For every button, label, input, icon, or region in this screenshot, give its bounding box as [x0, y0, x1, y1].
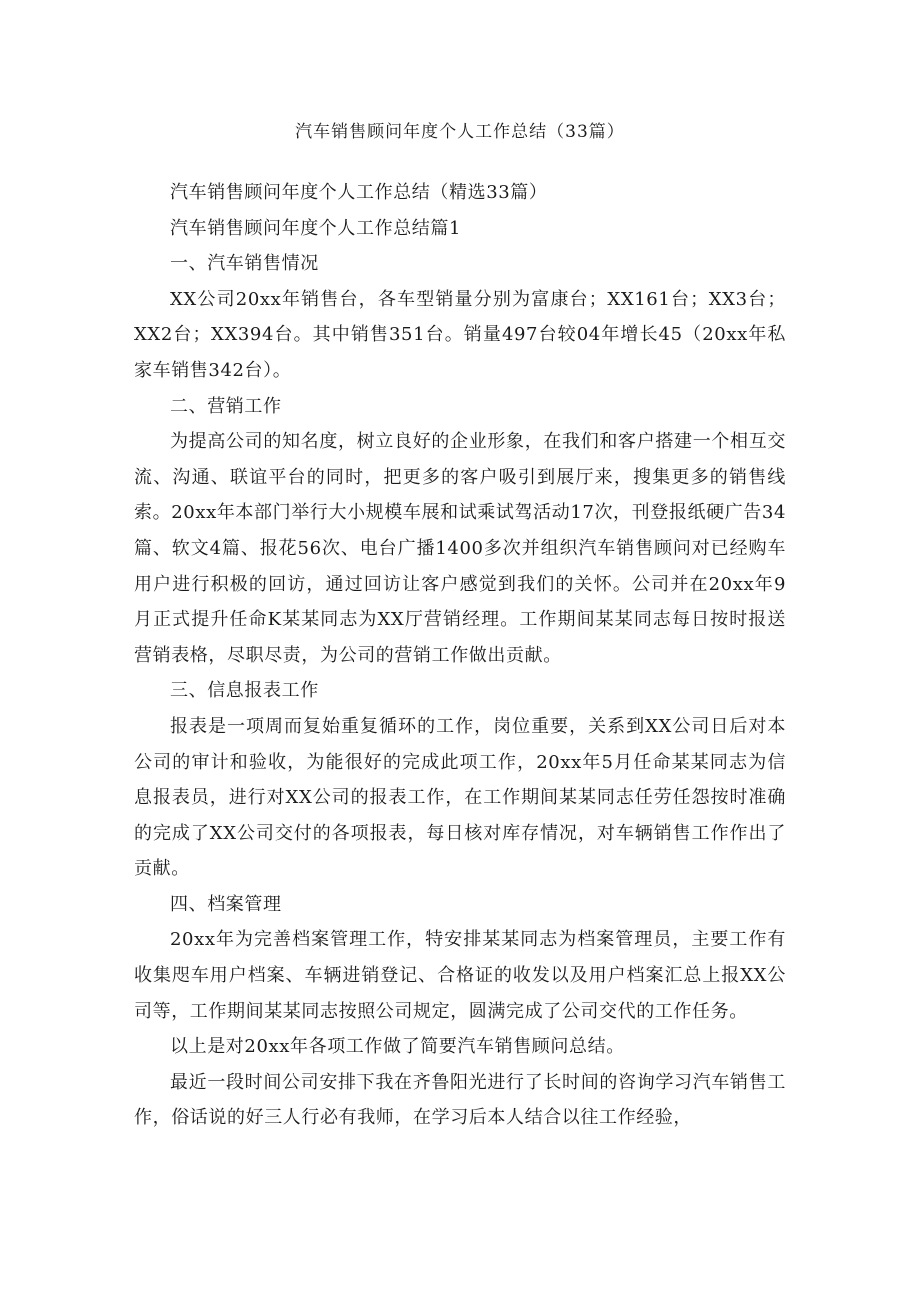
document-body — [134, 175, 786, 1136]
summary-paragraph: 以上是对20xx年各项工作做了简要汽车销售顾问总结。 — [170, 1036, 625, 1058]
body-paragraph-archives: 20xx年为完善档案管理工作，特安排某某同志为档案管理员，主要工作有收集咫车用户档案、车辆进销登记、合格证的收发以及用户档案汇总上报XX公司等，工作期间某某同志按照公司规定，圆满完成了公司交代的工作任务。 — [134, 929, 786, 1022]
body-paragraph-sales: XX公司20xx年销售台，各车型销量分别为富康台；XX161台；XX3台；XX2台；XX394台。其中销售351台。销量497台较04年增长45（20xx年私家车销售342台）。 — [134, 288, 786, 381]
section-heading-marketing: 二、营销工作 — [170, 395, 282, 417]
document-title: 汽车销售顾问年度个人工作总结（33篇） — [295, 122, 625, 142]
section-heading-sales: 一、汽车销售情况 — [170, 253, 319, 275]
subtitle-paragraph: 汽车销售顾问年度个人工作总结（精选33篇） — [170, 182, 548, 203]
section-heading-reports: 三、信息报表工作 — [170, 680, 319, 702]
section-heading-archives: 四、档案管理 — [170, 893, 282, 915]
body-paragraph-reports: 报表是一项周而复始重复循环的工作，岗位重要，关系到XX公司日后对本公司的审计和验收，为能很好的完成此项工作，20xx年5月任命某某同志为信息报表员，进行对XX公司的报表工作，在工作期间某某同志任劳任怨按时准确的完成了XX公司交付的各项报表，每日核对库存情况，对车辆销售工作作出了贡献。 — [134, 715, 786, 880]
section-heading-article-1: 汽车销售顾问年度个人工作总结篇1 — [170, 217, 462, 239]
body-paragraph-closing: 最近一段时间公司安排下我在齐鲁阳光进行了长时间的咨询学习汽车销售工作，俗话说的好三人行必有我师，在学习后本人结合以往工作经验， — [134, 1071, 786, 1129]
body-paragraph-marketing: 为提高公司的知名度，树立良好的企业形象，在我们和客户搭建一个相互交流、沟通、联谊平台的同时，把更多的客户吸引到展厅来，搜集更多的销售线索。20xx年本部门举行大小规模车展和试乘试驾活动17次，刊登报纸硬广告34篇、软文4篇、报花56次、电台广播1400多次并组织汽车销售顾问对已经购车用户进行积极的回访，通过回访让客户感觉到我们的关怀。公司并在20xx年9月正式提升任命K某某同志为XX厅营销经理。工作期间某某同志每日按时报送营销表格，尽职尽责，为公司的营销工作做出贡献。 — [134, 431, 786, 666]
